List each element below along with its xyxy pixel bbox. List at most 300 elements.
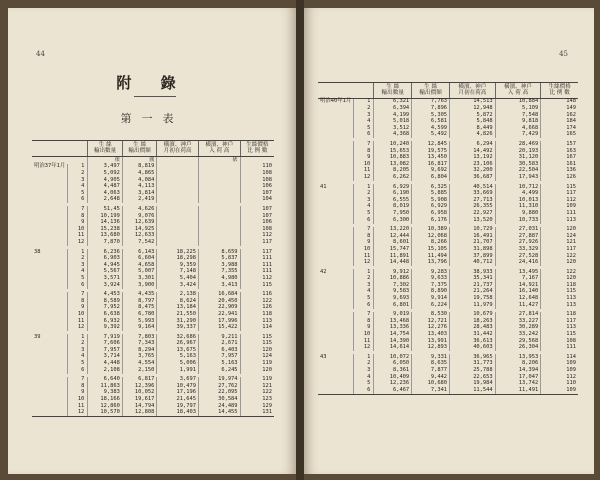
- year-cell: [318, 338, 354, 345]
- value-cell: 27,762: [198, 383, 240, 390]
- value-cell: 109: [541, 204, 578, 211]
- value-cell: 115: [240, 334, 274, 341]
- value-cell: 13,336: [374, 325, 412, 332]
- value-cell: 108: [240, 177, 274, 184]
- table-row: [318, 374, 578, 381]
- value-cell: 8,601: [374, 240, 412, 247]
- year-cell: 39: [34, 333, 41, 340]
- year-cell: [32, 347, 68, 354]
- value-cell: 110: [541, 381, 578, 388]
- value-cell: 13,468: [374, 318, 412, 325]
- value-cell: 19,575: [412, 148, 450, 155]
- value-cell: 114: [240, 325, 274, 332]
- table-row: [32, 410, 274, 417]
- value-cell: 8,589: [88, 298, 123, 305]
- value-cell: 13,953: [495, 354, 541, 361]
- table-row: [318, 197, 578, 204]
- month-cell: 4: [68, 184, 88, 191]
- table-row: [318, 141, 578, 148]
- value-cell: 20,193: [495, 148, 541, 155]
- column-header: 橫濱、神戶 入 荷 高: [495, 83, 541, 99]
- value-cell: 32,200: [450, 168, 496, 175]
- value-cell: 31,442: [450, 331, 496, 338]
- value-cell: 17,943: [495, 174, 541, 181]
- year-cell: [318, 105, 354, 112]
- table-row: [318, 240, 578, 247]
- value-cell: 21,737: [450, 282, 496, 289]
- year-cell: [32, 354, 68, 361]
- value-cell: 7,870: [88, 239, 123, 246]
- value-cell: 6,190: [374, 191, 412, 198]
- year-cell: [318, 318, 354, 325]
- year-cell: [32, 190, 68, 197]
- year-cell: [32, 390, 68, 397]
- value-cell: 9,211: [198, 334, 240, 341]
- value-cell: 111: [240, 256, 274, 263]
- value-cell: 2,648: [88, 197, 123, 204]
- table-row: [318, 361, 578, 368]
- value-cell: 5,885: [412, 191, 450, 198]
- value-cell: 12,721: [412, 318, 450, 325]
- year-cell: [32, 213, 68, 220]
- month-cell: 4: [68, 354, 88, 361]
- year-cell: [318, 148, 354, 155]
- value-cell: 119: [240, 377, 274, 384]
- value-cell: 13,991: [412, 338, 450, 345]
- value-cell: 112: [541, 197, 578, 204]
- value-cell: 18,166: [88, 396, 123, 403]
- value-cell: 10,886: [374, 276, 412, 283]
- value-cell: 3,512: [374, 125, 412, 132]
- value-cell: 6,903: [88, 256, 123, 263]
- value-cell: 7,919: [88, 334, 123, 341]
- value-cell: 10,712: [495, 184, 541, 191]
- table-row: [318, 246, 578, 253]
- month-cell: 1: [354, 354, 374, 361]
- value-cell: 35,341: [450, 276, 496, 283]
- value-cell: 111: [240, 262, 274, 269]
- value-cell: 11,863: [88, 383, 123, 390]
- value-cell: 12,639: [122, 220, 157, 227]
- table-row: [32, 275, 274, 282]
- value-cell: 117: [240, 249, 274, 256]
- value-cell: 2,150: [122, 367, 157, 374]
- value-cell: 4,453: [88, 292, 123, 299]
- month-cell: 9: [68, 390, 88, 397]
- year-cell: [32, 233, 68, 240]
- table-row: [318, 112, 578, 119]
- value-cell: 113: [541, 302, 578, 309]
- value-cell: 40,514: [450, 184, 496, 191]
- year-cell: [32, 311, 68, 318]
- month-cell: 1: [354, 98, 374, 105]
- value-cell: 2,108: [88, 367, 123, 374]
- value-cell: 6,394: [374, 105, 412, 112]
- value-cell: 2,671: [198, 341, 240, 348]
- table-row: [318, 295, 578, 302]
- value-cell: 121: [240, 383, 274, 390]
- value-cell: 184: [541, 119, 578, 126]
- month-cell: 8: [68, 298, 88, 305]
- month-cell: 2: [68, 170, 88, 177]
- value-cell: 27,814: [495, 312, 541, 319]
- value-cell: 126: [541, 174, 578, 181]
- value-cell: 161: [541, 161, 578, 168]
- year-cell: [318, 161, 354, 168]
- month-cell: 2: [354, 191, 374, 198]
- month-cell: 7: [354, 312, 374, 319]
- value-cell: 123: [240, 396, 274, 403]
- value-cell: 9,331: [412, 354, 450, 361]
- value-cell: 119: [240, 360, 274, 367]
- value-cell: 23,106: [450, 161, 496, 168]
- value-cell: 163: [541, 148, 578, 155]
- year-cell: 42: [320, 268, 327, 275]
- value-cell: 26,355: [450, 204, 496, 211]
- table-row: [318, 227, 578, 234]
- column-header: 生 絲 輸出數量: [88, 141, 123, 157]
- value-cell: 19,797: [157, 403, 199, 410]
- month-cell: 2: [354, 276, 374, 283]
- table-row: [318, 191, 578, 198]
- value-cell: 107: [240, 190, 274, 197]
- value-cell: 5,018: [374, 119, 412, 126]
- year-cell: [32, 318, 68, 325]
- value-cell: 27,887: [495, 233, 541, 240]
- year-cell: [32, 360, 68, 367]
- value-cell: 4,487: [88, 184, 123, 191]
- month-cell: 12: [354, 174, 374, 181]
- year-cell: [318, 217, 354, 224]
- value-cell: 12,860: [88, 403, 123, 410]
- value-cell: [198, 184, 240, 191]
- value-cell: [198, 213, 240, 220]
- month-cell: 1: [68, 334, 88, 341]
- month-cell: 12: [354, 260, 374, 267]
- year-cell: [318, 191, 354, 198]
- value-cell: 6,555: [374, 197, 412, 204]
- value-cell: 22,941: [198, 311, 240, 318]
- table-row: [32, 282, 274, 289]
- year-cell: [318, 155, 354, 162]
- value-cell: 39,337: [157, 325, 199, 332]
- title-rule: [134, 96, 176, 97]
- value-cell: 3,900: [122, 282, 157, 289]
- statistics-table-right: [318, 82, 578, 395]
- month-cell: 10: [68, 311, 88, 318]
- month-cell: 11: [68, 318, 88, 325]
- value-cell: 109: [541, 361, 578, 368]
- value-cell: [198, 206, 240, 213]
- value-cell: 6,932: [88, 318, 123, 325]
- value-cell: 8,635: [412, 361, 450, 368]
- value-cell: 22,504: [495, 168, 541, 175]
- year-cell: [32, 383, 68, 390]
- value-cell: 11,979: [450, 302, 496, 309]
- month-cell: 6: [68, 197, 88, 204]
- value-cell: 7,950: [374, 210, 412, 217]
- year-cell: [318, 204, 354, 211]
- value-cell: 109: [541, 367, 578, 374]
- value-cell: 11,494: [412, 253, 450, 260]
- value-cell: 107: [240, 206, 274, 213]
- month-cell: 7: [354, 227, 374, 234]
- value-cell: [157, 239, 199, 246]
- table-row: [32, 197, 274, 204]
- value-cell: 12,648: [495, 295, 541, 302]
- value-cell: 16,817: [412, 161, 450, 168]
- value-cell: 10,240: [374, 141, 412, 148]
- year-cell: [318, 381, 354, 388]
- month-cell: 4: [354, 119, 374, 126]
- unit-cell: 俵: [88, 156, 123, 164]
- value-cell: 40,712: [450, 260, 496, 267]
- value-cell: 7,343: [122, 341, 157, 348]
- value-cell: 21,645: [157, 396, 199, 403]
- value-cell: 26,304: [495, 345, 541, 352]
- year-cell: [318, 227, 354, 234]
- value-cell: 10,733: [495, 217, 541, 224]
- value-cell: 17,047: [495, 374, 541, 381]
- value-cell: 11,544: [450, 387, 496, 394]
- value-cell: [157, 220, 199, 227]
- value-cell: [157, 170, 199, 177]
- month-cell: 6: [354, 387, 374, 394]
- value-cell: 27,528: [495, 253, 541, 260]
- value-cell: 109: [541, 387, 578, 394]
- value-cell: 6,236: [88, 249, 123, 256]
- value-cell: 10,680: [412, 381, 450, 388]
- table-row: [318, 184, 578, 191]
- value-cell: 10,072: [374, 354, 412, 361]
- year-cell: [32, 410, 68, 417]
- value-cell: 12,276: [412, 325, 450, 332]
- value-cell: 1,991: [157, 367, 199, 374]
- value-cell: 13,680: [88, 233, 123, 240]
- value-cell: 5,006: [157, 360, 199, 367]
- value-cell: 21,707: [450, 240, 496, 247]
- value-cell: [157, 177, 199, 184]
- value-cell: 18,263: [450, 318, 496, 325]
- value-cell: 129: [240, 403, 274, 410]
- value-cell: 18,298: [157, 256, 199, 263]
- year-cell: [318, 210, 354, 217]
- value-cell: 27,926: [495, 240, 541, 247]
- value-cell: [198, 226, 240, 233]
- table-row: [318, 276, 578, 283]
- value-cell: 31,898: [450, 246, 496, 253]
- value-cell: 8,361: [374, 367, 412, 374]
- value-cell: 104: [240, 197, 274, 204]
- year-cell: 41: [320, 183, 327, 190]
- value-cell: 4,905: [88, 177, 123, 184]
- value-cell: 7,957: [88, 347, 123, 354]
- value-cell: 3,697: [157, 377, 199, 384]
- value-cell: 113: [541, 295, 578, 302]
- header-row: [318, 83, 578, 99]
- column-header: 橫濱、神戶 月初在荷高: [450, 83, 496, 99]
- value-cell: 21,264: [450, 289, 496, 296]
- value-cell: 2,138: [157, 292, 199, 299]
- year-cell: [32, 341, 68, 348]
- value-cell: 8,266: [412, 240, 450, 247]
- column-header: 生 絲 輸出價額: [412, 83, 450, 99]
- table-row: [32, 206, 274, 213]
- table-row: [318, 269, 578, 276]
- value-cell: 37,899: [450, 253, 496, 260]
- year-cell: [32, 206, 68, 213]
- value-cell: 122: [541, 253, 578, 260]
- value-cell: 8,797: [122, 298, 157, 305]
- value-cell: 14,754: [374, 331, 412, 338]
- year-cell: [318, 361, 354, 368]
- value-cell: [157, 233, 199, 240]
- value-cell: 6,581: [412, 119, 450, 126]
- value-cell: 13,184: [157, 305, 199, 312]
- year-cell: [32, 396, 68, 403]
- month-cell: 10: [354, 246, 374, 253]
- book-gutter: [296, 0, 304, 480]
- value-cell: 116: [240, 292, 274, 299]
- value-cell: 4,113: [122, 184, 157, 191]
- month-cell: 10: [354, 161, 374, 168]
- value-cell: 14,513: [450, 98, 496, 105]
- year-cell: [32, 197, 68, 204]
- value-cell: 6,294: [450, 141, 496, 148]
- value-cell: 28,483: [450, 325, 496, 332]
- value-cell: 10,679: [450, 312, 496, 319]
- value-cell: [198, 164, 240, 171]
- value-cell: 13,742: [495, 381, 541, 388]
- value-cell: 8,205: [374, 168, 412, 175]
- value-cell: 4,084: [122, 177, 157, 184]
- value-cell: [157, 206, 199, 213]
- month-cell: 3: [354, 112, 374, 119]
- value-cell: 6,929: [412, 204, 450, 211]
- column-header: 橫濱、神戶 入 荷 高: [198, 141, 240, 157]
- value-cell: 11,310: [495, 204, 541, 211]
- month-cell: 7: [68, 377, 88, 384]
- value-cell: 5,305: [412, 112, 450, 119]
- value-cell: 3,571: [88, 275, 123, 282]
- value-cell: 174: [541, 125, 578, 132]
- value-cell: [198, 190, 240, 197]
- table-row: [318, 105, 578, 112]
- value-cell: 117: [240, 239, 274, 246]
- value-cell: 6,801: [374, 302, 412, 309]
- value-cell: 22,909: [198, 305, 240, 312]
- value-cell: 4,980: [198, 275, 240, 282]
- value-cell: 108: [240, 226, 274, 233]
- value-cell: 19,758: [450, 295, 496, 302]
- year-cell: 43: [320, 353, 327, 360]
- value-cell: 17,196: [157, 390, 199, 397]
- value-cell: 7,429: [495, 132, 541, 139]
- value-cell: [157, 184, 199, 191]
- year-cell: [318, 325, 354, 332]
- table-row: [318, 161, 578, 168]
- table-row: [32, 311, 274, 318]
- year-cell: [318, 112, 354, 119]
- value-cell: 9,633: [412, 276, 450, 283]
- value-cell: 6,224: [412, 302, 450, 309]
- year-cell: [318, 246, 354, 253]
- value-cell: 6,958: [412, 210, 450, 217]
- value-cell: 22,653: [450, 374, 496, 381]
- value-cell: 7,167: [495, 276, 541, 283]
- value-cell: 10,409: [374, 374, 412, 381]
- value-cell: 14,448: [374, 260, 412, 267]
- value-cell: 29,568: [495, 338, 541, 345]
- value-cell: 12,633: [122, 233, 157, 240]
- value-cell: 5,908: [412, 197, 450, 204]
- year-cell: 明治40年1月: [320, 98, 352, 105]
- value-cell: 6,804: [412, 174, 450, 181]
- value-cell: 5,092: [88, 170, 123, 177]
- value-cell: [198, 239, 240, 246]
- month-cell: 5: [68, 190, 88, 197]
- value-cell: 14,394: [495, 367, 541, 374]
- month-cell: 12: [68, 410, 88, 417]
- year-cell: [32, 226, 68, 233]
- value-cell: 7,302: [374, 282, 412, 289]
- year-cell: [318, 295, 354, 302]
- value-cell: 10,884: [495, 98, 541, 105]
- value-cell: 13,220: [374, 227, 412, 234]
- value-cell: 12,808: [122, 410, 157, 417]
- table-row: [318, 132, 578, 139]
- value-cell: 131: [240, 410, 274, 417]
- value-cell: 7,957: [198, 354, 240, 361]
- value-cell: 9,818: [495, 119, 541, 126]
- table-row: [318, 387, 578, 394]
- value-cell: 3,413: [198, 282, 240, 289]
- table-row: [32, 325, 274, 332]
- value-cell: 7,548: [495, 112, 541, 119]
- value-cell: 51,45: [88, 206, 123, 213]
- value-cell: 10,729: [450, 227, 496, 234]
- value-cell: 9,392: [88, 325, 123, 332]
- value-cell: 7,542: [122, 239, 157, 246]
- month-cell: 5: [354, 210, 374, 217]
- month-cell: 12: [354, 345, 374, 352]
- table-row: [318, 289, 578, 296]
- month-cell: 11: [354, 253, 374, 260]
- value-cell: 10,389: [412, 227, 450, 234]
- year-cell: [318, 125, 354, 132]
- month-cell: 8: [68, 213, 88, 220]
- value-cell: 26,967: [157, 341, 199, 348]
- month-cell: 6: [68, 367, 88, 374]
- value-cell: 6,780: [122, 311, 157, 318]
- value-cell: 117: [541, 246, 578, 253]
- year-cell: [32, 377, 68, 384]
- value-cell: 120: [541, 276, 578, 283]
- value-cell: 148: [541, 98, 578, 105]
- table-row: [318, 338, 578, 345]
- table-row: [318, 155, 578, 162]
- value-cell: 149: [541, 105, 578, 112]
- value-cell: 13,675: [157, 347, 199, 354]
- value-cell: 6,929: [374, 184, 412, 191]
- value-cell: 6,262: [374, 174, 412, 181]
- year-cell: [318, 367, 354, 374]
- value-cell: 7,877: [412, 367, 450, 374]
- month-cell: 5: [68, 360, 88, 367]
- value-cell: 8,449: [450, 125, 496, 132]
- value-cell: 6,604: [122, 256, 157, 263]
- value-cell: 120: [240, 367, 274, 374]
